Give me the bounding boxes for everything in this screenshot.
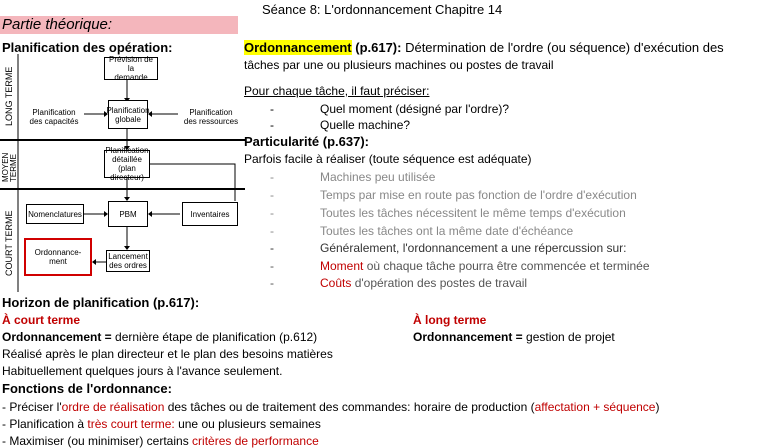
zone-long-terme: LONG TERME (4, 66, 14, 126)
case-item: - Toutes les tâches ont la même date d'échéance (270, 224, 574, 238)
box-pbm: PBM (108, 201, 148, 227)
label-planification-ressources: Planification des ressources (183, 108, 239, 126)
planning-diagram (0, 54, 245, 292)
ordonnancement-definition-line2: tâches par une ou plusieurs machines ou postes de travail (244, 58, 554, 72)
ordonnancement-def-part1: Détermination de l'ordre (ou séquence) d'exécution des (401, 40, 724, 55)
ordonnancement-definition-line1 (244, 40, 724, 55)
particularite-title: Particularité (p.637): (244, 134, 369, 149)
case-item: - Toutes les tâches nécessitent le même temps d'exécution (270, 206, 626, 220)
partie-theorique-banner: Partie théorique: (0, 16, 238, 34)
box-ordonnancement: Ordonnance- ment (24, 238, 92, 276)
horizon-title: Horizon de planification (p.617): (2, 295, 200, 310)
box-planification-detaillee: Planification détaillée (plan directeur) (105, 146, 149, 182)
case-item: - Machines peu utilisée (270, 170, 436, 184)
couts-line: - Coûts d'opération des postes de travail (270, 276, 528, 290)
zone-moyen-terme: MOYEN TERME (1, 152, 18, 182)
question-item: - Quel moment (désigné par l'ordre)? (270, 102, 510, 116)
court-terme-line3: Habituellement quelques jours à l'avance seulement. (2, 364, 283, 378)
feedback-line (149, 164, 235, 201)
court-terme-line2: Réalisé après le plan directeur et le plan des besoins matières (2, 347, 333, 361)
fonction-line-1: - Préciser l'ordre de réalisation des tâches ou de traitement des commandes: horaire de production (affectation + séquence) (2, 400, 660, 414)
planification-title: Planification des opération: (2, 40, 173, 55)
long-terme-def: Ordonnancement = gestion de projet (413, 330, 615, 344)
box-nomenclatures: Nomenclatures (26, 204, 84, 224)
ordonnancement-ref: (p.617): (351, 40, 402, 55)
fonction-line-3: - Maximiser (ou minimiser) certains critères de performance (2, 434, 319, 448)
ordonnancement-term: Ordonnancement (244, 40, 352, 55)
question-item: - Quelle machine? (270, 118, 411, 132)
parfois-facile: Parfois facile à réaliser (toute séquence est adéquate) (244, 152, 532, 166)
court-terme-title: À court terme (2, 313, 81, 327)
box-planification-globale: Planification globale (108, 100, 148, 129)
generalement-line: - Généralement, l'ordonnancement a une répercussion sur: (270, 241, 627, 255)
long-terme-title: À long terme (413, 313, 487, 327)
box-lancement-ordres: Lancement des ordres (106, 250, 150, 272)
fonctions-title: Fonctions de l'ordonnance: (2, 381, 172, 396)
box-prevision-demande: Prévision de la demande (104, 57, 158, 80)
label-planification-capacites: Planification des capacités (29, 108, 79, 126)
slide-title: Séance 8: L'ordonnancement Chapitre 14 (262, 2, 503, 17)
box-inventaires: Inventaires (182, 202, 238, 226)
fonction-line-2: - Planification à très court terme: une ou plusieurs semaines (2, 417, 321, 431)
pour-chaque-tache: Pour chaque tâche, il faut préciser: (244, 84, 430, 98)
moment-line: - Moment où chaque tâche pourra être commencée et terminée (270, 259, 650, 273)
case-item: - Temps par mise en route pas fonction de l'ordre d'exécution (270, 188, 637, 202)
zone-court-terme: COURT TERME (4, 210, 14, 276)
court-terme-def: Ordonnancement = dernière étape de planification (p.612) (2, 330, 318, 344)
